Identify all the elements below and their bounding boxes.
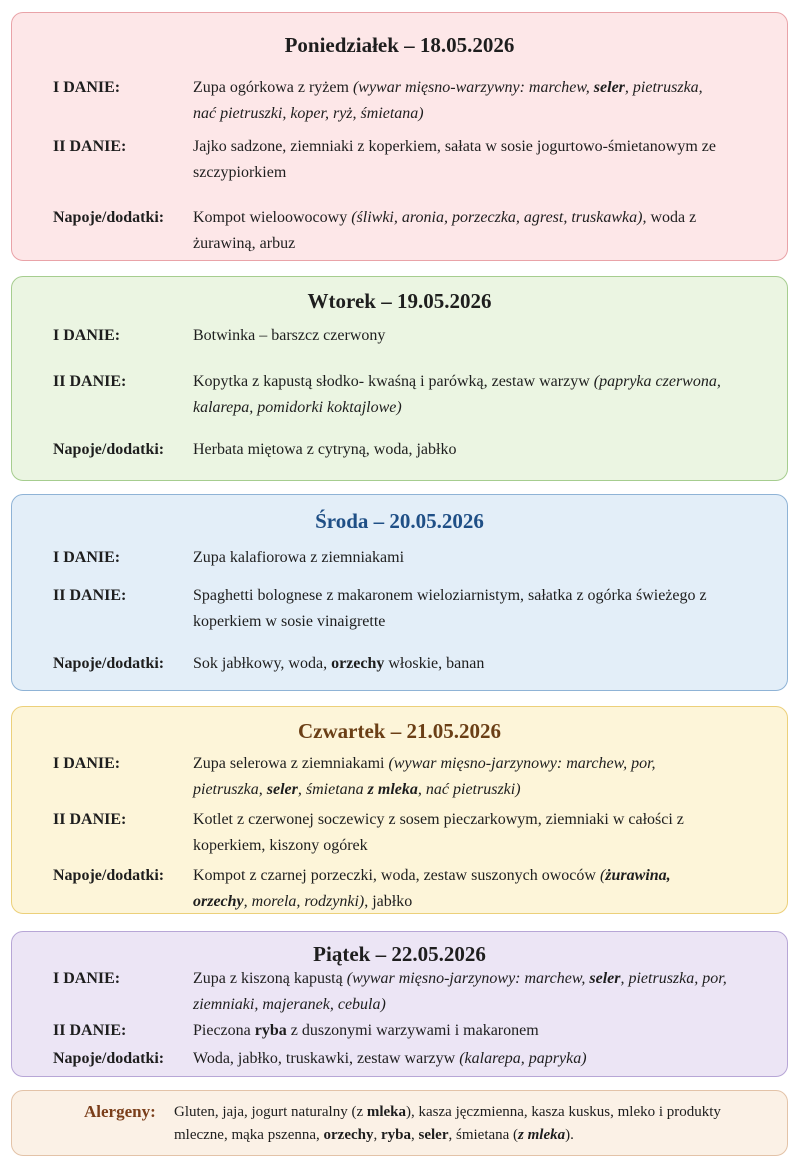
row-text (193, 205, 727, 257)
text-segment: , pietruszka, nać pietruszki, koper, ryż, śmietana) (193, 79, 703, 122)
text-segment: Pieczona (193, 1022, 255, 1039)
day-title: Poniedziałek – 18.05.2026 (284, 33, 515, 57)
row-label: II DANIE: (53, 811, 127, 828)
text-segment: , (411, 1127, 419, 1143)
row-text (193, 323, 727, 349)
text-segment: z mleka (518, 1127, 566, 1143)
day-card-sroda (11, 494, 788, 691)
row-label: Napoje/dodatki: (53, 1050, 165, 1067)
text-segment: woda z żurawiną, arbuz (193, 209, 697, 252)
text-segment: (wywar mięsno-warzywny: marchew, (352, 79, 594, 96)
text-segment: seler (418, 1127, 449, 1143)
text-segment: , morela, rodzynki) (243, 893, 365, 910)
row-text (193, 369, 727, 421)
row-text (193, 863, 727, 915)
text-segment: Spaghetti bolognese z makaronem wieloziarnistym, sałatka z ogórka świeżego z koperkiem w sosie vinaigrette (193, 587, 707, 630)
text-segment: seler (593, 79, 625, 96)
row-label: Napoje/dodatki: (53, 655, 165, 672)
text-segment: Gluten, jaja, jogurt naturalny (z (174, 1104, 367, 1120)
text-segment: ( (599, 867, 606, 884)
text-segment: Jajko sadzone, ziemniaki z koperkiem, sałata w sosie jogurtowo-śmietanowym ze szczypiorkiem (193, 138, 716, 181)
allergens-text (174, 1101, 767, 1147)
text-segment: seler (589, 970, 621, 987)
text-segment: Kompot wieloowocowy (193, 209, 352, 226)
text-segment: Sok jabłkowy, woda, (193, 655, 332, 672)
row-label: II DANIE: (53, 587, 127, 604)
day-title: Piątek – 22.05.2026 (313, 942, 486, 966)
text-segment: Zupa z kiszoną kapustą (193, 970, 347, 987)
row-text (193, 651, 727, 677)
row-text (193, 583, 727, 635)
text-segment: (wywar mięsno-jarzynowy: marchew, por, pietruszka, (193, 755, 656, 798)
row-label: Napoje/dodatki: (53, 867, 165, 884)
text-segment: Zupa selerowa z ziemniakami (193, 755, 389, 772)
allergens-label: Alergeny: (84, 1102, 156, 1121)
text-segment: (kalarepa, papryka) (459, 1050, 587, 1067)
row-text (193, 75, 727, 127)
text-segment: ). (565, 1127, 574, 1143)
allergens-box (11, 1090, 788, 1156)
text-segment: , jabłko (364, 893, 413, 910)
day-title: Czwartek – 21.05.2026 (298, 719, 501, 743)
text-segment: orzechy (323, 1127, 374, 1143)
text-segment: Herbata miętowa z cytryną, woda, jabłko (193, 441, 457, 458)
row-label: Napoje/dodatki: (53, 441, 165, 458)
row-label: I DANIE: (53, 79, 121, 96)
row-text (193, 1046, 727, 1072)
row-text (193, 437, 727, 463)
text-segment: Kopytka z kapustą słodko- kwaśną i parówką, zestaw warzyw (193, 373, 594, 390)
text-segment: mleka (366, 1104, 407, 1120)
row-label: I DANIE: (53, 755, 121, 772)
text-segment: seler (266, 781, 298, 798)
text-segment: Botwinka – barszcz czerwony (193, 327, 386, 344)
row-text (193, 807, 727, 859)
row-label: I DANIE: (53, 970, 121, 987)
text-segment: orzechy (331, 655, 385, 672)
row-label: II DANIE: (53, 138, 127, 155)
text-segment: z duszonymi warzywami i makaronem (286, 1022, 539, 1039)
text-segment: , (373, 1127, 381, 1143)
text-segment: ryba (381, 1127, 411, 1143)
row-label: I DANIE: (53, 549, 121, 566)
text-segment: , pietruszka, por, ziemniaki, majeranek, cebula) (193, 970, 727, 1013)
row-label: II DANIE: (53, 373, 127, 390)
row-label: I DANIE: (53, 327, 121, 344)
row-text (193, 966, 727, 1018)
text-segment: ), kasza jęczmienna, kasza kuskus, mleko i produkty mleczne, mąka pszenna, (174, 1104, 721, 1143)
row-label: Napoje/dodatki: (53, 209, 165, 226)
text-segment: Zupa kalafiorowa z ziemniakami (193, 549, 405, 566)
text-segment: (papryka czerwona, kalarepa, pomidorki koktajlowe) (193, 373, 721, 416)
day-title: Wtorek – 19.05.2026 (307, 289, 492, 313)
row-label: II DANIE: (53, 1022, 127, 1039)
row-text (193, 545, 727, 571)
text-segment: , śmietana (297, 781, 368, 798)
day-card-wtorek (11, 276, 788, 481)
day-card-czwartek (11, 706, 788, 914)
text-segment: (wywar mięsno-jarzynowy: marchew, (346, 970, 590, 987)
text-segment: Woda, jabłko, truskawki, zestaw warzyw (193, 1050, 460, 1067)
text-segment: Zupa ogórkowa z ryżem (193, 79, 353, 96)
text-segment: (śliwki, aronia, porzeczka, agrest, truskawka), (351, 209, 647, 226)
row-text (193, 1018, 727, 1044)
text-segment: żurawina, orzechy (193, 867, 671, 910)
text-segment: z mleka (367, 781, 418, 798)
text-segment: ryba (254, 1022, 287, 1039)
row-text (193, 134, 727, 186)
text-segment: włoskie, banan (384, 655, 485, 672)
text-segment: Kompot z czarnej porzeczki, woda, zestaw suszonych owoców (193, 867, 600, 884)
day-card-piatek (11, 931, 788, 1077)
text-segment: , śmietana ( (448, 1127, 519, 1143)
day-title: Środa – 20.05.2026 (315, 509, 484, 533)
day-card-poniedzialek (11, 12, 788, 261)
text-segment: Kotlet z czerwonej soczewicy z sosem pieczarkowym, ziemniaki w całości z koperkiem, kiszony ogórek (193, 811, 684, 854)
text-segment: , nać pietruszki) (417, 781, 521, 798)
row-text (193, 751, 727, 803)
